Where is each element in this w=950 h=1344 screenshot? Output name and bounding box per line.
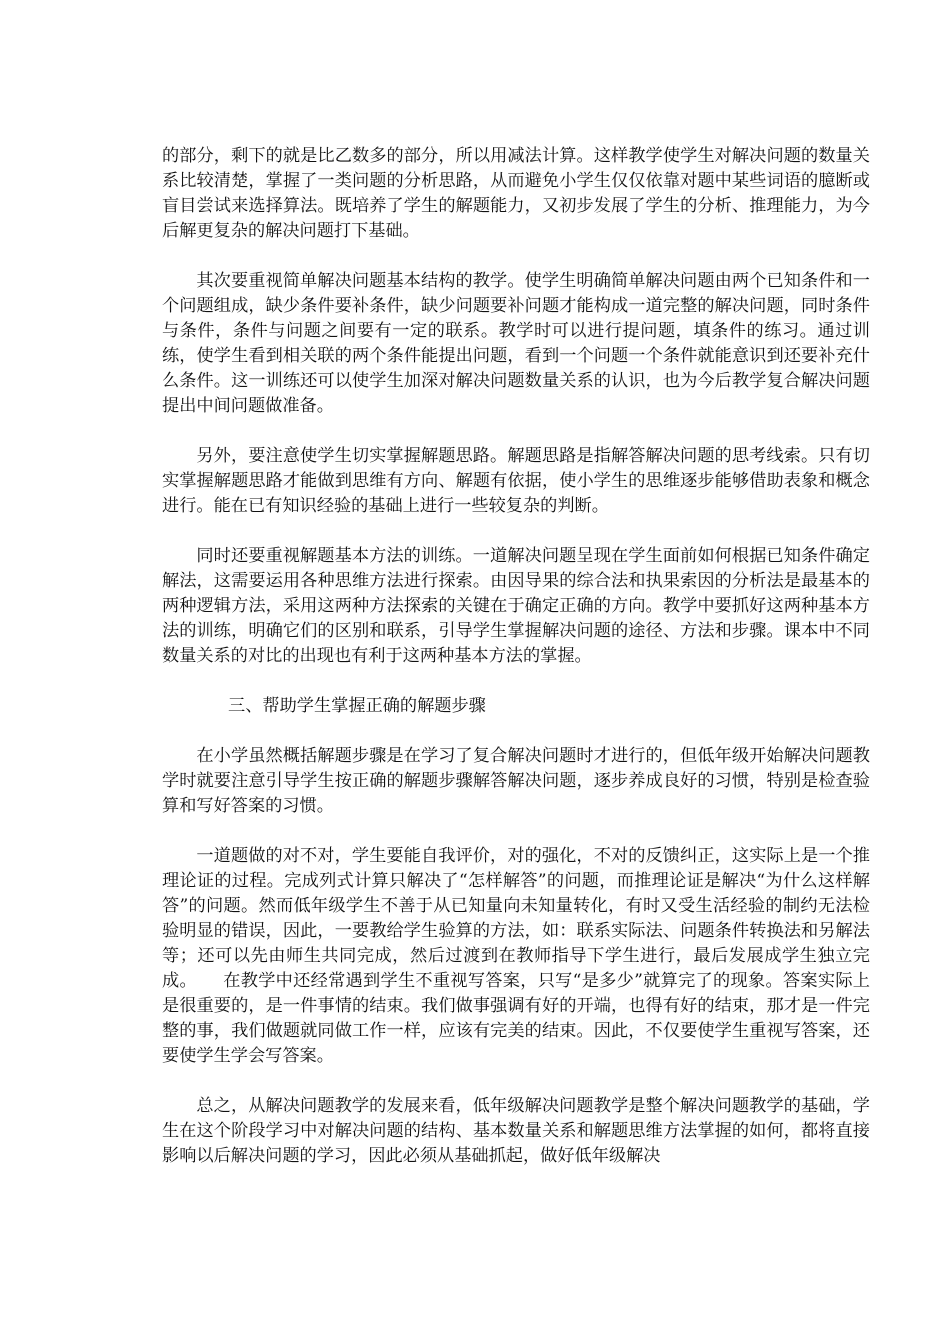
paragraph-conclusion: 总之，从解决问题教学的发展来看，低年级解决问题教学是整个解决问题教学的基础，学生在这个阶段学习中对解决问题的结构、基本数量关系和解题思维方法掌握的如何，都将直接影响以后解决问题的学习，因此必须从基础抓起，做好低年级解决 [162,1096,870,1166]
section-heading: 三、帮助学生掌握正确的解题步骤 [228,696,486,716]
paragraph-structure-teaching: 其次要重视简单解决问题基本结构的教学。使学生明确简单解决问题由两个已知条件和一个问题组成，缺少条件要补条件，缺少问题要补问题才能构成一道完整的解决问题，同时条件与条件，条件与问题之间要有一定的联系。教学时可以进行提问题，填条件的练习。通过训练，使学生看到相关联的两个条件能提出问题，看到一个问题一个条件就能意识到还要补充什么条件。这一训练还可以使学生加深对解决问题数量关系的认识，也为今后教学复合解决问题提出中间问题做准备。 [162,271,870,416]
paragraph-solving-approach: 另外，要注意使学生切实掌握解题思路。解题思路是指解答解决问题的思考线索。只有切实掌握解题思路才能做到思维有方向、解题有依据，使小学生的思维逐步能够借助表象和概念进行。能在已有知识经验的基础上进行一些较复杂的判断。 [162,446,870,516]
paragraph-self-evaluation: 一道题做的对不对，学生要能自我评价，对的强化，不对的反馈纠正，这实际上是一个推理论证的过程。完成列式计算只解决了“怎样解答”的问题，而推理论证是解决“为什么这样解答”的问题。然而低年级学生不善于从已知量向未知量转化，有时又受生活经验的制约无法检验明显的错误，因此，一要教给学生验算的方法，如：联系实际法、问题条件转换法和另解法等；还可以先由师生共同完成，然后过渡到在教师指导下学生进行，最后发展成学生独立完成。 在教学中还经常遇到学生不重视写答案，只写“是多少”就算完了的现象。答案实际上是很重要的，是一件事情的结束。我们做事强调有好的开端，也得有好的结束，那才是一件完整的事，我们做题就同做工作一样，应该有完美的结束。因此，不仅要使学生重视写答案，还要使学生学会写答案。 [162,846,870,1066]
paragraph-solving-steps: 在小学虽然概括解题步骤是在学习了复合解决问题时才进行的，但低年级开始解决问题教学时就要注意引导学生按正确的解题步骤解答解决问题，逐步养成良好的习惯，特别是检查验算和写好答案的习惯。 [162,746,870,816]
paragraph-continuation: 的部分，剩下的就是比乙数多的部分，所以用减法计算。这样教学使学生对解决问题的数量关系比较清楚，掌握了一类问题的分析思路，从而避免小学生仅仅依靠对题中某些词语的臆断或盲目尝试来选择算法。既培养了学生的解题能力，又初步发展了学生的分析、推理能力，为今后解更复杂的解决问题打下基础。 [162,146,870,241]
paragraph-basic-methods: 同时还要重视解题基本方法的训练。一道解决问题呈现在学生面前如何根据已知条件确定解法，这需要运用各种思维方法进行探索。由因导果的综合法和执果索因的分析法是最基本的两种逻辑方法，采用这两种方法探索的关键在于确定正确的方向。教学中要抓好这两种基本方法的训练，明确它们的区别和联系，引导学生掌握解决问题的途径、方法和步骤。课本中不同数量关系的对比的出现也有利于这两种基本方法的掌握。 [162,546,870,666]
document-page [162,144,870,1194]
